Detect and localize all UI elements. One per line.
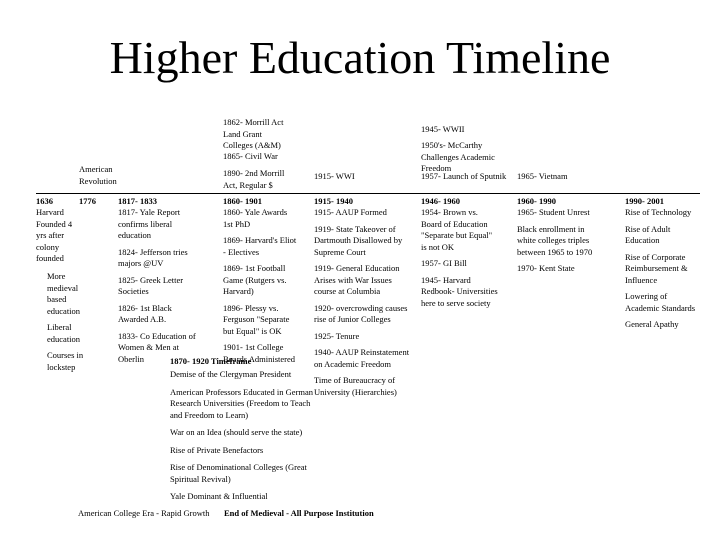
timeline-entry xyxy=(421,258,498,270)
timeline-entry xyxy=(625,319,695,331)
entry-line: Supreme Court xyxy=(314,246,366,257)
entry-line: Boards Administered xyxy=(223,353,296,364)
timeline-entry xyxy=(170,462,313,485)
note-civil-war: 1865- Civil War xyxy=(223,151,278,161)
entry-line: Yale Dominant & Influential xyxy=(170,491,268,501)
period-heading-1817: 1817- 1833 xyxy=(118,196,157,206)
timeframe-heading: 1870- 1920 Timeframe xyxy=(170,356,252,366)
timeline-entry xyxy=(118,207,196,242)
note-line: Challenges Academic xyxy=(421,151,495,162)
timeline-entry xyxy=(625,291,695,314)
entry-line: confirms liberal xyxy=(118,218,173,229)
entry-line: 1919- State Takeover of xyxy=(314,223,396,234)
entry-line: here to serve society xyxy=(421,297,491,308)
entry-line: education xyxy=(118,230,152,240)
entry-line: Research Universities (Freedom to Teach xyxy=(170,398,311,408)
footer-left: American College Era - Rapid Growth xyxy=(78,508,210,518)
entry-line: 1957- GI Bill xyxy=(421,258,467,268)
entry-line: 1920- overcrowding causes xyxy=(314,302,408,313)
note-line: Colleges (A&M) xyxy=(223,140,281,150)
entry-line: 1915- AAUP Formed xyxy=(314,207,387,217)
note-american-revolution xyxy=(79,164,117,187)
period-heading-1960: 1960- 1990 xyxy=(517,196,556,206)
entry-line: Women & Men at xyxy=(118,342,179,352)
period-1990-items xyxy=(625,207,695,331)
entry-line: American Professors Educated in German xyxy=(170,386,314,397)
period-heading-1946: 1946- 1960 xyxy=(421,196,460,206)
slide-title: Higher Education Timeline xyxy=(109,32,611,83)
entry-line: Ferguson "Separate xyxy=(223,314,290,324)
entry-line: Rise of Denominational Colleges (Great xyxy=(170,462,307,472)
timeline-line xyxy=(36,193,700,194)
entry-line: Awarded A.B. xyxy=(118,314,167,324)
note-line: 1862- Morrill Act xyxy=(223,117,284,127)
entry-line: Redbook- Universities xyxy=(421,286,498,296)
timeline-entry xyxy=(314,224,409,259)
entry-line: Board of Education xyxy=(421,218,488,229)
note-2nd-morrill-act xyxy=(223,168,284,191)
timeline-entry xyxy=(47,271,83,317)
timeline-entry xyxy=(223,207,296,230)
entry-line: Education xyxy=(625,235,660,245)
entry-line: education xyxy=(47,305,81,316)
entry-line: 1869- 1st Football xyxy=(223,263,286,273)
note-wwii: 1945- WWII xyxy=(421,124,465,134)
entry-line: education xyxy=(47,333,81,344)
period-1860-items xyxy=(223,207,296,365)
entry-line: 1860- Yale Awards xyxy=(223,207,288,217)
timeline-entry xyxy=(47,322,83,345)
entry-line: Black enrollment in xyxy=(517,223,585,234)
entry-line: yrs after xyxy=(36,230,65,240)
entry-line: 1824- Jefferson tries xyxy=(118,246,188,257)
entry-line: Reimbursement & xyxy=(625,263,688,273)
entry-line: Harvard) xyxy=(223,286,254,296)
timeline-entry xyxy=(47,350,83,373)
timeline-entry xyxy=(170,491,313,503)
entry-line: General Apathy xyxy=(625,319,679,329)
entry-line: and Freedom to Learn) xyxy=(170,409,249,420)
timeline-entry xyxy=(517,207,592,219)
entry-line: 1869- Harvard's Eliot xyxy=(223,235,297,245)
entry-line: 1826- 1st Black xyxy=(118,302,172,313)
entry-line: between 1965 to 1970 xyxy=(517,246,593,257)
note-sputnik: 1957- Launch of Sputnik xyxy=(421,171,507,181)
timeline-entry xyxy=(314,331,409,343)
entry-line: Arises with War Issues xyxy=(314,274,392,285)
entry-line: Lowering of xyxy=(625,291,668,301)
note-line: 1890- 2nd Morrill xyxy=(223,168,285,178)
entry-line: Rise of Adult xyxy=(625,223,671,234)
timeline-entry xyxy=(223,263,296,298)
entry-line: is not OK xyxy=(421,241,455,252)
note-morrill-act xyxy=(223,117,283,152)
entry-line: Courses in xyxy=(47,350,84,360)
note-vietnam: 1965- Vietnam xyxy=(517,171,568,181)
entry-line: Harvard xyxy=(36,207,64,217)
timeline-entry xyxy=(170,387,313,422)
timeline-entry xyxy=(170,369,313,381)
entry-line: course at Columbia xyxy=(314,286,381,296)
period-heading-1990: 1990- 2001 xyxy=(625,196,664,206)
entry-line: Time of Bureaucracy of xyxy=(314,375,396,385)
entry-line: Game (Rutgers vs. xyxy=(223,274,287,285)
entry-line: Rise of Corporate xyxy=(625,251,686,262)
note-wwi: 1915- WWI xyxy=(314,171,355,181)
timeline-entry xyxy=(517,263,592,275)
entry-line: 1901- 1st College xyxy=(223,342,284,352)
entry-line: colony xyxy=(36,241,60,252)
timeline-entry xyxy=(36,207,72,265)
entry-line: More xyxy=(47,271,66,281)
entry-line: Rise of Private Benefactors xyxy=(170,444,264,455)
timeline-entry xyxy=(625,224,695,247)
entry-line: majors @UV xyxy=(118,258,164,268)
timeline-entry xyxy=(517,224,592,259)
period-heading-1776: 1776 xyxy=(79,196,96,206)
entry-line: 1896- Plessy vs. xyxy=(223,302,279,313)
period-1636-items xyxy=(36,207,72,265)
entry-line: Liberal xyxy=(47,322,72,332)
entry-line: 1919- General Education xyxy=(314,263,400,273)
note-line: Act, Regular $ xyxy=(223,179,273,190)
entry-line: Founded 4 xyxy=(36,218,73,229)
note-line: Freedom xyxy=(421,163,452,173)
note-line: Land Grant xyxy=(223,128,262,139)
entry-line: Influence xyxy=(625,274,658,285)
entry-line: University (Hierarchies) xyxy=(314,386,397,397)
period-1776-items xyxy=(47,271,83,373)
entry-line: lockstep xyxy=(47,361,76,372)
timeline-entry xyxy=(421,275,498,310)
entry-line: 1833- Co Education of xyxy=(118,330,196,341)
entry-line: based xyxy=(47,294,67,304)
timeline-entry xyxy=(314,375,409,398)
entry-line: "Separate but Equal" xyxy=(421,230,493,240)
timeline-entry xyxy=(314,263,409,298)
entry-line: 1940- AAUP Reinstatement xyxy=(314,347,410,357)
timeline-entry xyxy=(625,207,695,219)
entry-line: medieval xyxy=(47,282,79,293)
entry-line: white colleges triples xyxy=(517,235,590,245)
timeline-entry xyxy=(223,303,296,338)
timeline-entry xyxy=(625,252,695,287)
timeline-entry xyxy=(314,347,409,370)
period-heading-1636: 1636 xyxy=(36,196,53,206)
entry-line: Rise of Technology xyxy=(625,207,692,217)
entry-line: 1825- Greek Letter xyxy=(118,274,184,285)
period-1915-items xyxy=(314,207,409,398)
entry-line: Demise of the Clergyman President xyxy=(170,369,292,379)
entry-line: Academic Standards xyxy=(625,302,696,313)
period-heading-1915: 1915- 1940 xyxy=(314,196,353,206)
timeframe-items xyxy=(170,369,313,503)
period-1960-items xyxy=(517,207,592,275)
entry-line: 1st PhD xyxy=(223,218,251,229)
timeline-entry xyxy=(314,207,409,219)
entry-line: but Equal" is OK xyxy=(223,325,282,336)
entry-line: Dartmouth Disallowed by xyxy=(314,235,403,245)
timeline-entry xyxy=(223,235,296,258)
period-1817-items xyxy=(118,207,196,365)
entry-line: War on an Idea (should serve the state) xyxy=(170,427,303,437)
entry-line: 1954- Brown vs. xyxy=(421,207,478,217)
entry-line: 1970- Kent State xyxy=(517,263,575,273)
note-mccarthy xyxy=(421,140,495,175)
note-line: 1950's- McCarthy xyxy=(421,140,483,150)
timeline-entry xyxy=(314,303,409,326)
entry-line: 1965- Student Unrest xyxy=(517,207,590,217)
entry-line: Societies xyxy=(118,286,149,296)
timeline-entry xyxy=(421,207,498,253)
timeline-entry xyxy=(170,427,313,439)
footer-right: End of Medieval - All Purpose Institution xyxy=(224,508,374,518)
timeline-entry xyxy=(170,445,313,457)
entry-line: rise of Junior Colleges xyxy=(314,314,391,324)
entry-line: 1925- Tenure xyxy=(314,330,360,341)
timeline-entry xyxy=(118,303,196,326)
entry-line: founded xyxy=(36,253,64,263)
note-line: Revolution xyxy=(79,175,117,186)
entry-line: - Electives xyxy=(223,246,260,257)
entry-line: on Academic Freedom xyxy=(314,358,391,369)
entry-line: 1945- Harvard xyxy=(421,274,471,285)
note-line: American xyxy=(79,164,113,174)
timeline-entry xyxy=(118,275,196,298)
entry-line: Oberlin xyxy=(118,353,144,364)
period-1946-items xyxy=(421,207,498,309)
timeline-entry xyxy=(118,247,196,270)
entry-line: 1817- Yale Report xyxy=(118,207,181,217)
entry-line: Spiritual Revival) xyxy=(170,473,231,484)
period-heading-1860: 1860- 1901 xyxy=(223,196,262,206)
